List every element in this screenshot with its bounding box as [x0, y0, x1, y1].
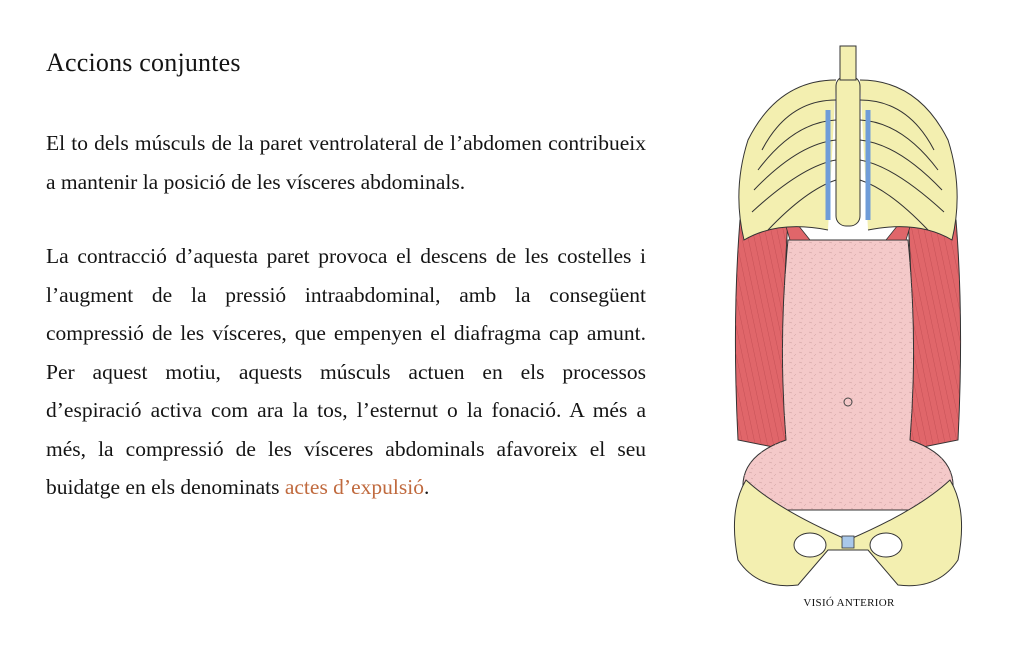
pubic-symphysis	[842, 536, 854, 548]
left-obturator	[794, 533, 826, 557]
paragraph-2-text: La contracció d’aquesta paret provoca el descens de les costelles i l’augment de la pressió intraabdominal, amb la consegüent compressió de les vísceres, que empenyen el diafragma cap amunt. Per aquest motiu, aquests músculs actuen en els processos d’espiració activa com ara la tos, l’esternut o la fonació. A més a més, la compressió de les vísceres abdominals afavoreix el seu buidatge en els denominats	[46, 244, 646, 499]
right-obturator	[870, 533, 902, 557]
spine-top	[840, 46, 856, 80]
paragraph-1: El to dels músculs de la paret ventrolateral de l’abdomen contribueix a mantenir la posició de les vísceres abdominals.	[46, 131, 646, 194]
sternum	[836, 76, 860, 226]
figure-caption: VISIÓ ANTERIOR	[803, 597, 895, 609]
abdominal-wall-illustration	[718, 40, 978, 620]
article-text	[46, 48, 646, 507]
expulsion-acts-link[interactable]: actes d’expulsió	[284, 475, 424, 499]
paragraph-2	[46, 237, 646, 507]
paragraph-2-end: .	[423, 475, 430, 499]
section-heading: Accions conjuntes	[46, 48, 241, 77]
